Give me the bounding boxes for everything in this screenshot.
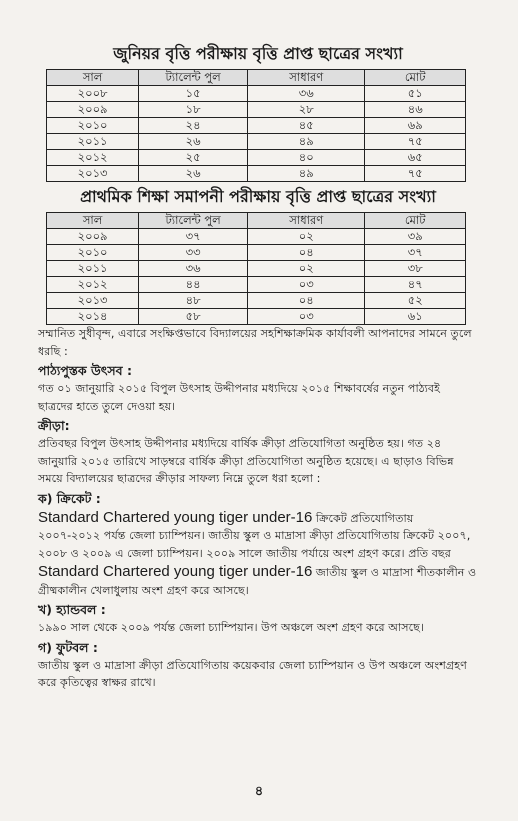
handball-text: ১৯৯০ সাল থেকে ২০০৯ পর্যন্ত জেলা চ্যাম্পিয়ান। উপ অঞ্চলে অংশ গ্রহণ করে আসছে।: [38, 621, 424, 634]
cell-talent-pool: ২৫: [139, 150, 248, 166]
textbook-festival-heading: পাঠ্যপুস্তক উৎসব :: [38, 363, 132, 378]
cell-general: ২৮: [248, 102, 365, 118]
cricket-text: [38, 508, 478, 600]
cell-total: ৭৫: [365, 134, 466, 150]
table-row: [47, 166, 466, 182]
cell-total: ৩৭: [365, 245, 466, 261]
junior-scholarship-title: জুনিয়র বৃত্তি পরীক্ষায় বৃত্তি প্রাপ্ত ছাত্রের সংখ্যা: [113, 44, 403, 63]
cricket-heading: ক) ক্রিকেট :: [38, 490, 101, 506]
cell-talent-pool: ২৪: [139, 118, 248, 134]
table-row: [47, 277, 466, 293]
cell-general: ০৩: [248, 277, 365, 293]
cell-total: ৪৭: [365, 277, 466, 293]
cell-talent-pool: ৪৮: [139, 293, 248, 309]
cell-talent-pool: ৩৩: [139, 245, 248, 261]
cell-general: ৪৯: [248, 166, 365, 182]
table-row: [47, 150, 466, 166]
football-heading: গ) ফুটবল :: [38, 639, 98, 655]
cell-year: ২০১৩: [47, 293, 139, 309]
cell-year: ২০১২: [47, 150, 139, 166]
table-row: [47, 309, 466, 325]
cricket-text-1: ক্রিকেট প্রতিযোগিতায় ২০০৭-২০১২ পর্যন্ত জেলা চ্যাম্পিয়ন। জাতীয় স্কুল ও মাদ্রাসা ক্রীড়া প্রতিযোগিতায় ক্রিকেট ২০০৭, ২০০৮ ও ২০০৯ এ জেলা চ্যাম্পিয়ন। ২০০৯ সালে জাতীয় পর্যায়ে অংশ গ্রহণ করে। প্রতি বছর: [38, 511, 471, 560]
primary-scholarship-table: [46, 212, 466, 325]
table-row: [47, 261, 466, 277]
cell-year: ২০১০: [47, 118, 139, 134]
table-row: [47, 102, 466, 118]
cell-talent-pool: ১৫: [139, 86, 248, 102]
cell-total: ৬৯: [365, 118, 466, 134]
cell-general: ৪৫: [248, 118, 365, 134]
cricket-latin-2: Standard Chartered young tiger under-16: [38, 563, 313, 580]
table-header-row: [47, 213, 466, 229]
cell-year: ২০১১: [47, 134, 139, 150]
cell-talent-pool: ৩৬: [139, 261, 248, 277]
cell-talent-pool: ২৬: [139, 166, 248, 182]
handball-heading: খ) হ্যান্ডবল :: [38, 602, 106, 617]
table-row: [47, 229, 466, 245]
cell-total: ৪৬: [365, 102, 466, 118]
cell-total: ৬১: [365, 309, 466, 325]
table-row: [47, 293, 466, 309]
cell-general: ০৪: [248, 293, 365, 309]
cell-talent-pool: ৩৭: [139, 229, 248, 245]
cell-year: ২০১০: [47, 245, 139, 261]
table-row: [47, 86, 466, 102]
sports-heading: ক্রীড়া:: [38, 418, 70, 433]
cell-total: ৩৯: [365, 229, 466, 245]
cell-talent-pool: ২৬: [139, 134, 248, 150]
cell-year: ২০১২: [47, 277, 139, 293]
football-text: জাতীয় স্কুল ও মাদ্রাসা ক্রীড়া প্রতিযোগিতায় কয়েকবার জেলা চ্যাম্পিয়ান ও উপ অঞ্চলে অংশগ্রহণ করে কৃতিত্বের স্বাক্ষর রাখে।: [38, 658, 467, 689]
textbook-festival-text: গত ০১ জানুয়ারি ২০১৫ বিপুল উৎসাহ উদ্দীপনার মধ্যদিয়ে ২০১৫ শিক্ষাবর্ষের নতুন পাঠ্যবই ছাত্রদের হাতে তুলে দেওয়া হয়।: [38, 382, 440, 413]
cell-year: ২০১৪: [47, 309, 139, 325]
header-talent-pool: ট্যালেন্ট পুল: [139, 70, 248, 86]
primary-scholarship-title: প্রাথমিক শিক্ষা সমাপনী পরীক্ষায় বৃত্তি প্রাপ্ত ছাত্রের সংখ্যা: [80, 187, 436, 206]
cell-general: ৪০: [248, 150, 365, 166]
intro-paragraph: সম্মানিত সুধীবৃন্দ, এবারে সংক্ষিপ্তভাবে বিদ্যালয়ের সহশিক্ষাক্রমিক কার্যাবলী আপনাদের সামনে তুলে ধরছি :: [38, 327, 472, 358]
cell-total: ৫২: [365, 293, 466, 309]
cell-year: ২০১১: [47, 261, 139, 277]
junior-scholarship-table: [46, 69, 466, 182]
cell-talent-pool: ৪৪: [139, 277, 248, 293]
cell-total: ৬৫: [365, 150, 466, 166]
table-row: [47, 134, 466, 150]
cricket-latin-1: Standard Chartered young tiger under-16: [38, 508, 313, 526]
cell-total: ৫১: [365, 86, 466, 102]
cell-general: ০২: [248, 261, 365, 277]
cell-general: ০৩: [248, 309, 365, 325]
header-general: সাধারণ: [248, 213, 365, 229]
cell-talent-pool: ৫৮: [139, 309, 248, 325]
cell-general: ০৪: [248, 245, 365, 261]
table-header-row: [47, 70, 466, 86]
cell-talent-pool: ১৮: [139, 102, 248, 118]
cell-year: ২০১৩: [47, 166, 139, 182]
header-total: মোট: [365, 213, 466, 229]
cell-year: ২০০৯: [47, 229, 139, 245]
sports-text: প্রতিবছর বিপুল উৎসাহ উদ্দীপনার মধ্যদিয়ে বার্ষিক ক্রীড়া প্রতিযোগিতা অনুষ্ঠিত হয়। গত ২৪ জানুয়ারি ২০১৫ তারিখে সাড়ম্বরে বার্ষিক ক্রীড়া প্রতিযোগিতা অনুষ্ঠিত হয়েছে। এ ছাড়াও বিভিন্ন সময়ে বিদ্যালয়ের ছাত্রদের ক্রীড়ার সাফল্য নিম্নে তুলে ধরা হলো :: [38, 437, 454, 485]
page-number: ৪: [254, 784, 264, 799]
header-total: মোট: [365, 70, 466, 86]
cell-general: ৩৬: [248, 86, 365, 102]
cell-year: ২০০৮: [47, 86, 139, 102]
table-row: [47, 118, 466, 134]
cell-general: ০২: [248, 229, 365, 245]
header-general: সাধারণ: [248, 70, 365, 86]
header-year: সাল: [47, 213, 139, 229]
cell-total: ৩৮: [365, 261, 466, 277]
header-talent-pool: ট্যালেন্ট পুল: [139, 213, 248, 229]
cell-year: ২০০৯: [47, 102, 139, 118]
cell-general: ৪৯: [248, 134, 365, 150]
cricket-text-2: জাতীয় স্কুল ও মাদ্রাসা শীতকালীন ও গ্রীষ্মকালীন খেলাধুলায় অংশ গ্রহণ করে আসছে।: [38, 566, 477, 597]
cell-total: ৭৫: [365, 166, 466, 182]
header-year: সাল: [47, 70, 139, 86]
table-row: [47, 245, 466, 261]
